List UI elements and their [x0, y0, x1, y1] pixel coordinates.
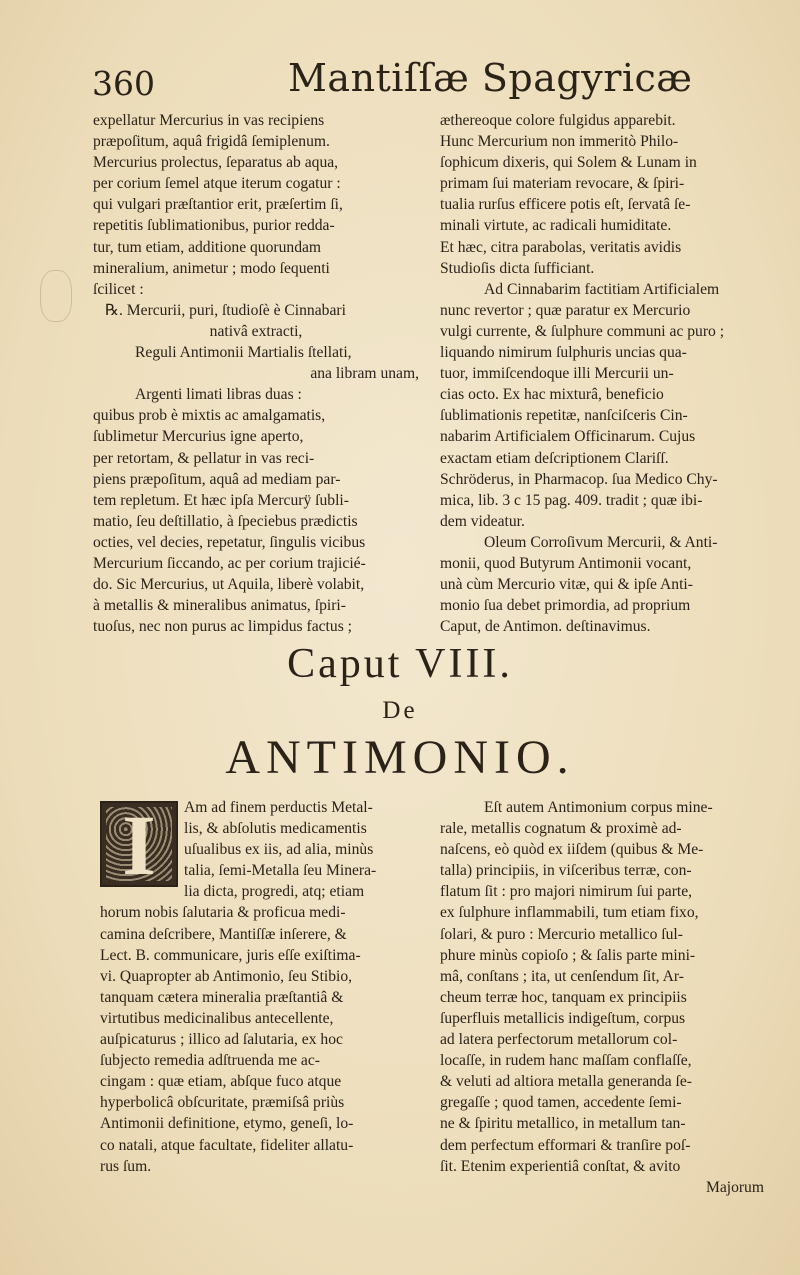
text-line: talia, ſemi-Metalla ſeu Minera- — [184, 862, 377, 880]
text-line: co natali, atque facultate, fideliter allatu- — [100, 1136, 354, 1154]
text-line: auſpicaturus ; illico ad ſalutaria, ex hoc — [100, 1031, 343, 1049]
recipe-line: ana libram unam, — [310, 365, 419, 383]
text-line: cingam : quæ etiam, abſque fuco atque — [100, 1073, 342, 1091]
text-line: ex ſulphure inflammabili, tum etiam fixo, — [440, 904, 699, 922]
text-line: per corium ſemel atque iterum cogatur : — [93, 175, 341, 193]
text-line: nunc revertor ; quæ paratur ex Mercurio — [440, 301, 691, 319]
chapter-title: ANTIMONIO. — [225, 731, 575, 784]
decorated-initial — [100, 797, 178, 893]
text-line: virtutibus medicinalibus antecellente, — [100, 1009, 334, 1027]
text-line: Ad Cinnabarim factitiam Artificialem — [484, 280, 720, 298]
text-line: expellatur Mercurius in vas recipiens — [93, 112, 325, 129]
text-line: mineralium, animetur ; modo ſequenti — [93, 259, 330, 277]
left-column-top — [93, 110, 419, 637]
text-line: hyperbolicâ obſcuritate, præmiſsâ priùs — [100, 1094, 345, 1112]
text-line: ad latera perfectorum metallorum col- — [440, 1031, 678, 1049]
text-line: per retortam, & pellatur in vas reci- — [93, 449, 315, 467]
text-line: mâ, conſtans ; ita, ut cenſendum ſit, Ar- — [440, 967, 684, 985]
text-line: tuor, immiſcendoque illi Mercurii un- — [440, 365, 674, 383]
text-line: nabarim Artificialem Officinarum. Cujus — [440, 428, 696, 446]
text-line: tualia rurſus efficere potis eſt, ſervatâ ſe- — [440, 196, 691, 214]
text-line: exactam etiam deſcriptionem Clariſſ. — [440, 449, 669, 467]
chapter-heading: Caput VIII. — [287, 641, 513, 687]
chapter-de: De — [382, 697, 418, 724]
text-line: dem videatur. — [440, 512, 525, 530]
text-line: Schröderus, in Pharmacop. ſua Medico Chy- — [440, 470, 718, 488]
text-line: tur, tum etiam, additione quorundam — [93, 238, 322, 256]
text-line: naſcens, eò quòd ex iiſdem (quibus & Me- — [440, 841, 704, 859]
text-line: vulgi currente, & ſulphure communi ac puro ; — [440, 322, 725, 340]
text-line: Oleum Corroſivum Mercurii, & Anti- — [484, 533, 718, 551]
text-line: monio ſua debet primordia, ad proprium — [440, 597, 691, 615]
text-line: ſcilicet : — [93, 280, 144, 298]
recipe-line: nativâ extracti, — [209, 322, 303, 340]
text-line: lis, & abſolutis medicamentis — [184, 820, 367, 838]
text-line: primam ſui materiam revocare, & ſpiri- — [440, 175, 685, 193]
text-line: ſublimetur Mercurius igne aperto, — [93, 428, 304, 446]
text-line: cias octo. Ex hac mixturâ, beneficio — [440, 386, 664, 404]
running-title: Mantiſſæ Spagyricæ — [288, 56, 693, 100]
text-line: Et hæc, citra parabolas, veritatis avidis — [440, 238, 682, 256]
text-line: ne & ſpiritu metallico, in metallum tan- — [440, 1115, 686, 1133]
text-line: Am ad finem perductis Metal- — [184, 799, 373, 816]
text-line: cheum terræ hoc, tanquam ex principiis — [440, 988, 687, 1006]
text-line: octies, vel decies, repetatur, ſingulis vicibus — [93, 533, 366, 551]
text-line: & veluti ad altiora metalla generanda ſe- — [440, 1073, 692, 1091]
text-line: monii, quod Butyrum Antimonii vocant, — [440, 554, 692, 572]
text-line: æthereoque colore fulgidus apparebit. — [440, 112, 676, 129]
text-line: gregaſſe ; quod tamen, accedente ſemi- — [440, 1094, 682, 1112]
text-line: dem perfectum efformari & tranſire poſ- — [440, 1136, 691, 1154]
text-line: rus ſum. — [100, 1157, 152, 1175]
text-line: horum nobis ſalutaria & proficua medi- — [100, 904, 346, 922]
recipe-line: Reguli Antimonii Martialis ſtellati, — [135, 344, 352, 362]
text-line: Caput, de Antimon. deſtinavimus. — [440, 618, 651, 636]
text-line: Mercurium ſiccando, ac per corium trajicié- — [93, 554, 366, 572]
text-line: matio, ſeu deſtillatio, à ſpeciebus prædictis — [93, 512, 358, 530]
paper-stain — [40, 270, 72, 322]
text-line: liquando nimirum ſulphuris uncias qua- — [440, 344, 687, 362]
text-line: tanquam cætera mineralia præſtantiâ & — [100, 988, 344, 1006]
right-column-top — [440, 110, 764, 637]
text-line: rale, metallis cognatum & proximè ad- — [440, 820, 682, 838]
text-line: præpoſitum, aquâ frigidâ ſemiplenum. — [93, 133, 330, 151]
text-line: minali virtute, ac radicali humiditate. — [440, 217, 672, 235]
text-line: Antimonii definitione, etymo, geneſi, lo- — [100, 1115, 354, 1133]
text-line: camina deſcribere, Mantiſſæ inſerere, & — [100, 925, 347, 943]
text-line: Eſt autem Antimonium corpus mine- — [484, 799, 713, 816]
text-line: ſuperfluis metallicis indigeſtum, corpus — [440, 1009, 686, 1027]
initial-letter: I — [122, 797, 156, 893]
text-line: vi. Quapropter ab Antimonio, ſeu Stibio, — [100, 967, 353, 985]
right-column-bottom — [440, 797, 764, 1198]
recipe-line: Argenti limati libras duas : — [135, 386, 302, 404]
left-column-bottom — [100, 797, 420, 1177]
text-line: do. Sic Mercurius, ut Aquila, liberè volabit, — [93, 576, 365, 594]
text-line: flatum ſit : pro majori nimirum ſui parte, — [440, 883, 693, 901]
text-line: ſubjecto remedia adſtruenda me ac- — [100, 1052, 320, 1070]
text-line: locaſſe, in rudem hanc maſſam conflaſſe, — [440, 1052, 692, 1070]
text-line: Studioſis dicta ſufficiant. — [440, 259, 595, 277]
text-line: unà cùm Mercurio vitæ, qui & ipſe Anti- — [440, 576, 693, 594]
text-line: ſolari, & puro : Mercurio metallico ſul- — [440, 925, 683, 943]
text-line: talla) principiis, in viſceribus terræ, con- — [440, 862, 692, 880]
text-line: mica, lib. 3 c 15 pag. 409. tradit ; quæ ibi- — [440, 491, 703, 509]
text-line: quibus prob è mixtis ac amalgamatis, — [93, 407, 326, 425]
text-line: Hunc Mercurium non immeritò Philo- — [440, 133, 679, 151]
text-line: à metallis & mineralibus animatus, ſpiri- — [93, 597, 346, 615]
recipe-line: ℞. Mercurii, puri, ſtudioſè è Cinnabari — [105, 301, 346, 319]
text-line: tuoſus, nec non purus ac limpidus factus ; — [93, 618, 352, 636]
text-line: lia dicta, progredi, atq; etiam — [184, 883, 365, 901]
text-line: Lect. B. communicare, juris eſſe exiſtima- — [100, 946, 361, 964]
text-line: repetitis ſublimationibus, purior redda- — [93, 217, 335, 235]
text-line: Mercurius prolectus, ſeparatus ab aqua, — [93, 154, 339, 172]
catchword: Majorum — [705, 1178, 764, 1196]
text-line: uſualibus ex iis, ad alia, minùs — [184, 841, 374, 859]
text-line: ſophicum dixeris, qui Solem & Lunam in — [440, 154, 697, 172]
text-line: qui vulgari præſtantior erit, præſertim ſi, — [93, 196, 343, 214]
text-line: ſit. Etenim experientiâ conſtat, & avito — [440, 1157, 681, 1175]
text-line: ſublimationis repetitæ, nanſciſceris Cin- — [440, 407, 688, 425]
text-line: phure minùs copioſo ; & ſalis parte mini- — [440, 946, 696, 964]
text-line: piens præpoſitum, aquâ ad mediam par- — [93, 470, 341, 488]
text-line: tem repletum. Et hæc ipſa Mercurÿ ſubli- — [93, 491, 349, 509]
page-number: 360 — [92, 64, 155, 103]
